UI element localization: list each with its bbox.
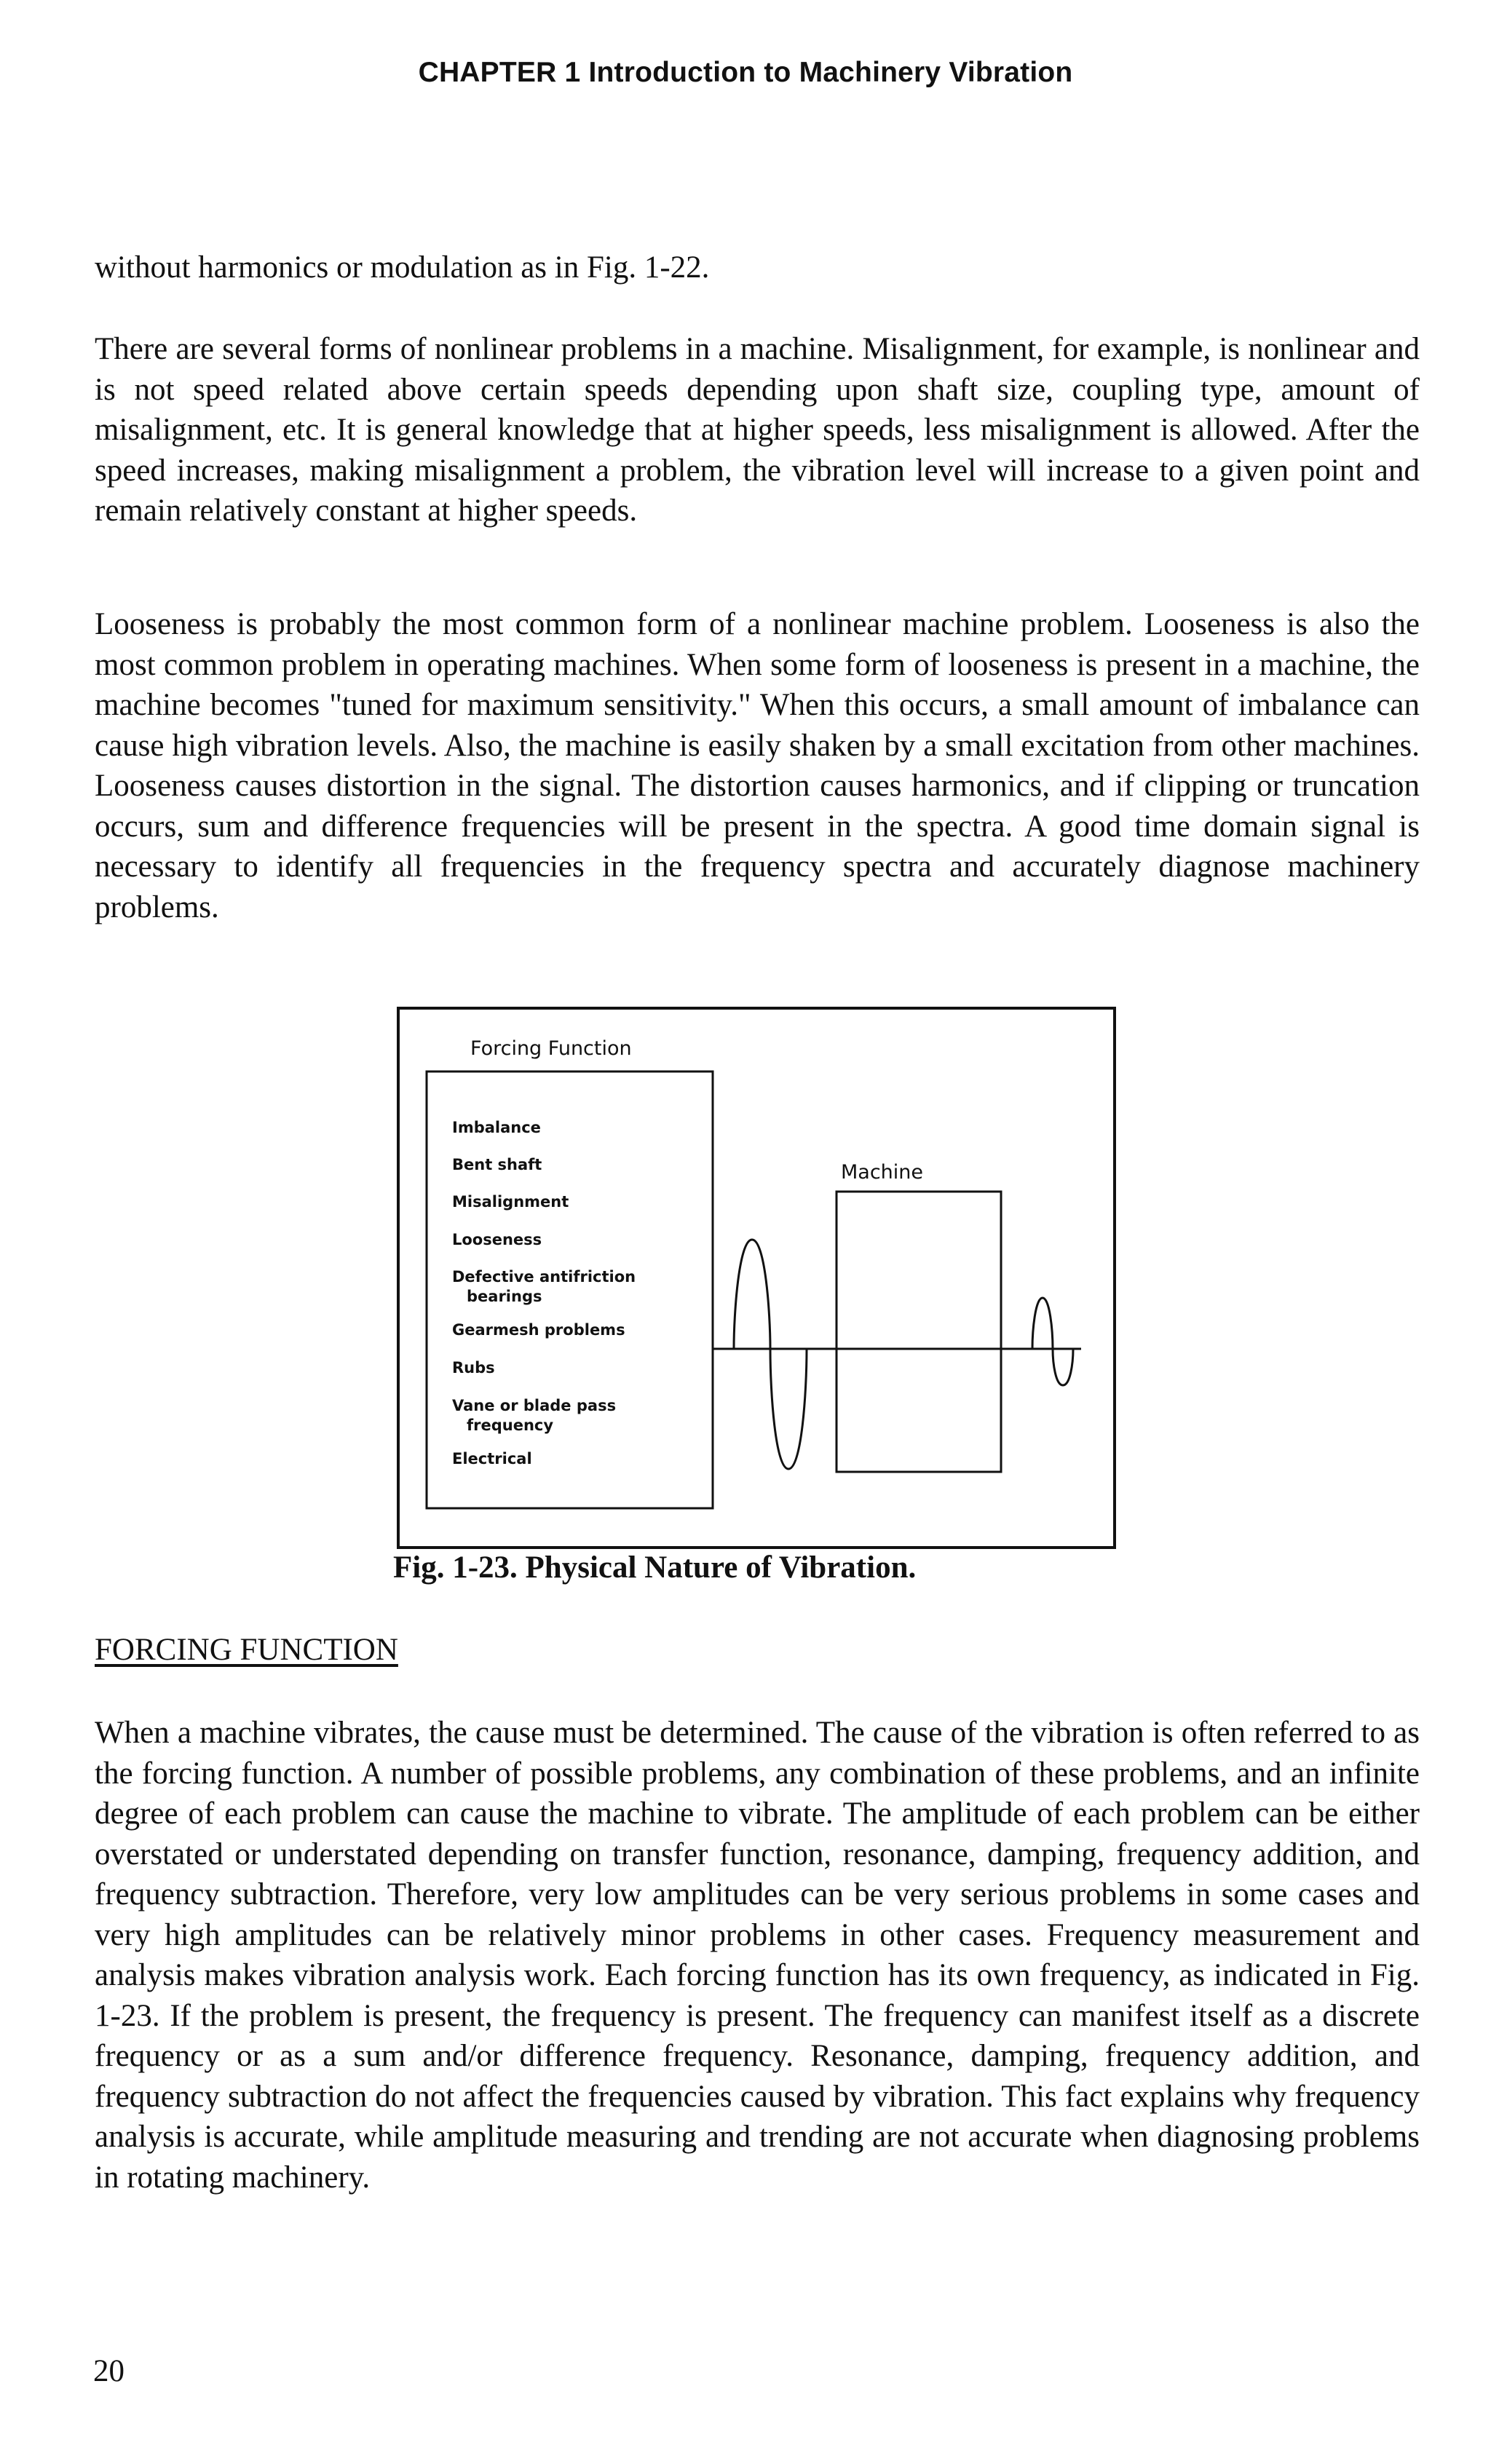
forcing-item: Imbalance bbox=[452, 1119, 541, 1136]
forcing-item: bearings bbox=[467, 1288, 542, 1305]
forcing-function-label: Forcing Function bbox=[470, 1037, 632, 1060]
forcing-item: Looseness bbox=[452, 1231, 542, 1248]
forcing-item: Rubs bbox=[452, 1359, 495, 1376]
forcing-item: frequency bbox=[467, 1417, 554, 1434]
input-waveform bbox=[734, 1240, 807, 1469]
running-head: CHAPTER 1 Introduction to Machinery Vibration bbox=[418, 57, 1073, 88]
forcing-item: Defective antifriction bbox=[452, 1268, 636, 1286]
forcing-item: Electrical bbox=[452, 1450, 532, 1467]
machine-label: Machine bbox=[841, 1161, 924, 1184]
figure-drawing bbox=[397, 1007, 1116, 1549]
page-number: 20 bbox=[93, 2354, 124, 2388]
figure-physical-nature-of-vibration bbox=[397, 1007, 1116, 1549]
forcing-item: Misalignment bbox=[452, 1193, 569, 1211]
paragraph-intro: without harmonics or modulation as in Fig. 1-22. bbox=[95, 250, 710, 285]
output-waveform bbox=[1032, 1298, 1073, 1385]
paragraph-looseness: Looseness is probably the most common form of a nonlinear machine problem. Looseness is also the most common problem in operating machines. When some form of looseness is present in a machine, the machine becomes "tuned for maximum sensitivity." When this occurs, a small amount of imbalance can cause high vibration levels. Also, the machine is easily shaken by a small excitation from other machines. Looseness causes distortion in the signal. The distortion causes harmonics, and if clipping or truncation occurs, sum and difference frequencies will be present in the spectra. A good time domain signal is necessary to identify all frequencies in the frequency spectra and accurately diagnose machinery problems. bbox=[95, 607, 1420, 924]
paragraph-nonlinear: There are several forms of nonlinear problems in a machine. Misalignment, for example, is nonlinear and is not speed related above certain speeds depending upon shaft size, coupling type, amount of misalignment, etc. It is general knowledge that at higher speeds, less misalignment is allowed. After the speed increases, making misalignment a problem, the vibration level will increase to a given point and remain relatively constant at higher speeds. bbox=[95, 332, 1420, 528]
machine-box bbox=[837, 1192, 1001, 1472]
section-heading: FORCING FUNCTION bbox=[95, 1633, 398, 1667]
forcing-item: Vane or blade pass bbox=[452, 1397, 617, 1414]
figure-caption: Fig. 1-23. Physical Nature of Vibration. bbox=[393, 1550, 917, 1585]
paragraph-forcing-function: When a machine vibrates, the cause must be determined. The cause of the vibration is often referred to as the forcing function. A number of possible problems, any combination of these problems, and an infinite degree of each problem can cause the machine to vibrate. The amplitude of each problem can be either overstated or understated depending on transfer function, resonance, damping, frequency addition, and frequency subtraction. Therefore, very low amplitudes can be very serious problems in some cases and very high amplitudes can be relatively minor problems in other cases. Frequency measurement and analysis makes vibration analysis work. Each forcing function has its own frequency, as indicated in Fig. 1-23. If the problem is present, the frequency is present. The frequency can manifest itself as a discrete frequency or as a sum and/or difference frequency. Resonance, damping, frequency addition, and frequency subtraction do not affect the frequencies caused by vibration. This fact explains why frequency analysis is accurate, while amplitude measuring and trending are not accurate when diagnosing problems in rotating machinery. bbox=[95, 1716, 1420, 2195]
forcing-item: Bent shaft bbox=[452, 1156, 542, 1173]
forcing-item: Gearmesh problems bbox=[452, 1321, 625, 1339]
